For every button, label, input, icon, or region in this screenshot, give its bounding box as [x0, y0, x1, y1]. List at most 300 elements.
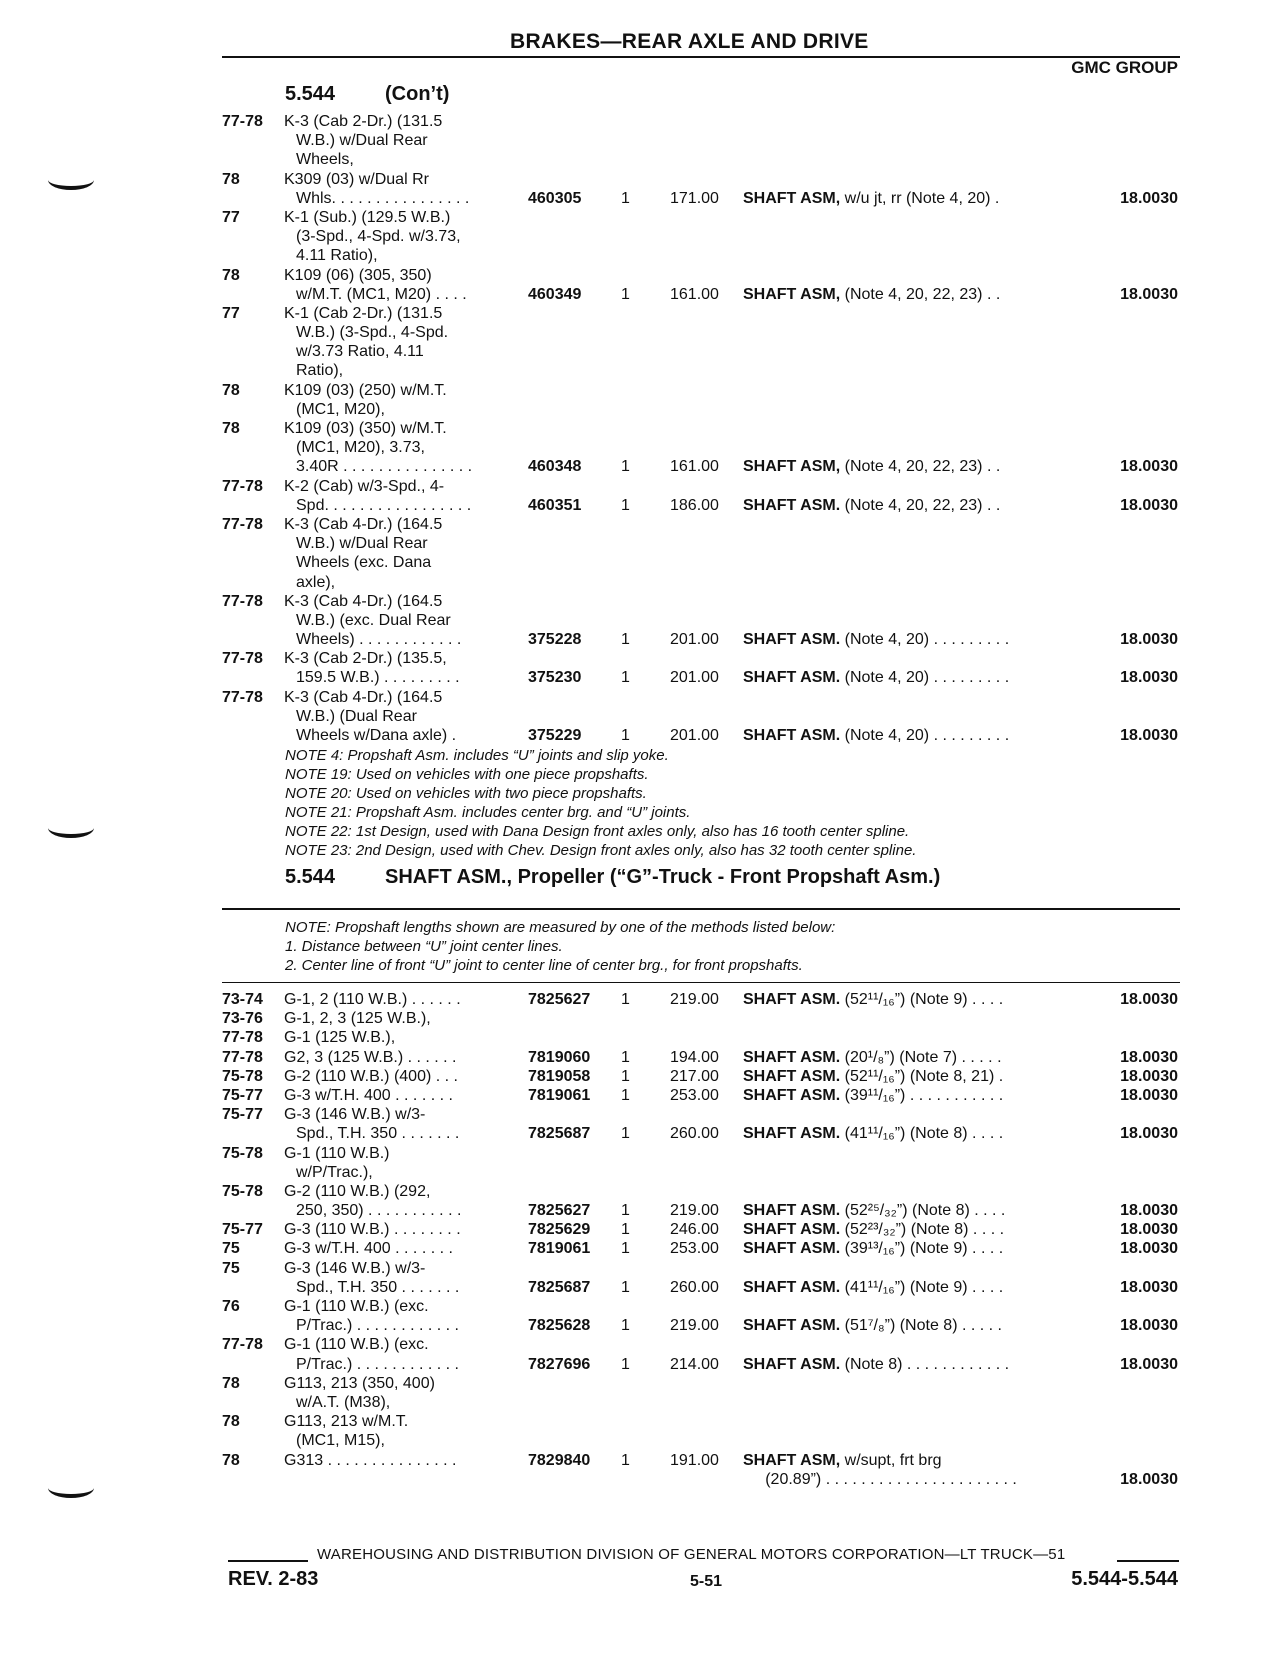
section1-title: (Con’t): [385, 83, 450, 105]
application: K109 (03) (250) w/M.T.: [284, 381, 447, 399]
parts-row: [0, 707, 1285, 726]
quantity: 1: [621, 1086, 630, 1104]
part-description-name: SHAFT ASM.: [743, 1355, 841, 1373]
part-description-name: SHAFT ASM.: [743, 1048, 841, 1066]
part-description-detail: (Note 4, 20) . . . . . . . . .: [840, 669, 1010, 687]
application: w/M.T. (MC1, M20) . . . .: [296, 285, 467, 303]
parts-row: [0, 1335, 1285, 1354]
note-line: NOTE 22: 1st Design, used with Dana Design front axles only, also has 16 tooth center spline.: [285, 823, 910, 840]
model-year: 75-77: [222, 1106, 263, 1124]
application: K309 (03) w/Dual Rr: [284, 170, 429, 188]
price: 260.00: [670, 1125, 719, 1143]
section1-heading: [285, 83, 449, 106]
model-year: 78: [222, 420, 240, 437]
part-description-detail: (Note 4, 20) . . . . . . . . .: [840, 727, 1010, 744]
application: G-3 w/T.H. 400 . . . . . . .: [284, 1086, 453, 1104]
part-description-detail: (Note 4, 20) . . . . . . . . .: [840, 631, 1010, 649]
binder-hole-mark: [48, 818, 94, 838]
model-year: 78: [222, 381, 240, 399]
revision-label: REV. 2-83: [228, 1568, 319, 1590]
model-year: 78: [222, 170, 240, 188]
part-number: 7825628: [528, 1317, 591, 1335]
part-description: [743, 1201, 1005, 1220]
part-description-detail: w/u jt, rr (Note 4, 20) .: [840, 189, 1000, 207]
application: G-1, 2, 3 (125 W.B.),: [284, 1010, 431, 1028]
parts-row: [0, 1144, 1285, 1163]
part-description-name: SHAFT ASM.: [743, 991, 841, 1008]
part-description-name: SHAFT ASM.: [743, 1278, 841, 1296]
quantity: 1: [621, 631, 630, 649]
price: 253.00: [670, 1240, 719, 1258]
application: G313 . . . . . . . . . . . . . . .: [284, 1451, 457, 1469]
parts-row: [0, 112, 1285, 131]
quantity: 1: [621, 1355, 630, 1373]
part-description-detail: (52¹¹/₁₆”) (Note 9) . . . .: [840, 991, 1004, 1008]
part-description-detail: (52²⁵/₃₂”) (Note 8) . . . .: [840, 1202, 1006, 1220]
parts-row: [0, 361, 1285, 380]
part-description-detail: (Note 8) . . . . . . . . . . . .: [840, 1355, 1010, 1373]
note-line: 2. Center line of front “U” joint to center line of center brg., for front propshafts.: [285, 957, 803, 974]
model-year: 77-78: [222, 477, 263, 495]
application: Wheels w/Dana axle) .: [296, 727, 457, 744]
application: G-1 (110 W.B.) (exc.: [284, 1298, 429, 1315]
part-description-name: SHAFT ASM.: [743, 1317, 841, 1335]
section2-notes: [285, 918, 835, 975]
group-number: 18.0030: [1120, 1240, 1178, 1258]
parts-row: [0, 266, 1285, 285]
part-description-detail: (Note 4, 20, 22, 23) . .: [840, 458, 1001, 476]
price: 201.00: [670, 727, 719, 744]
price: 219.00: [670, 991, 719, 1008]
parts-row: [0, 381, 1285, 400]
parts-row: [0, 1355, 1285, 1374]
application: G-1 (125 W.B.),: [284, 1029, 396, 1047]
part-description: [743, 1239, 1003, 1258]
quantity: 1: [621, 458, 630, 476]
section2-title: SHAFT ASM., Propeller (“G”-Truck - Front Propshaft Asm.): [385, 866, 941, 888]
application: G2, 3 (125 W.B.) . . . . . .: [284, 1048, 457, 1066]
application: P/Trac.) . . . . . . . . . . . .: [296, 1317, 459, 1335]
parts-row: [0, 1412, 1285, 1431]
parts-row: [0, 1316, 1285, 1335]
part-description-detail: (39¹³/₁₆”) (Note 9) . . . .: [840, 1240, 1004, 1258]
parts-row: [0, 1028, 1285, 1047]
part-number: 7819061: [528, 1086, 591, 1104]
application: W.B.) (Dual Rear: [296, 707, 417, 725]
application: K-1 (Sub.) (129.5 W.B.): [284, 208, 451, 226]
parts-row: [0, 496, 1285, 515]
part-number: 7825627: [528, 1202, 591, 1220]
application: Wheels,: [296, 151, 354, 169]
application: w/P/Trac.),: [296, 1163, 373, 1181]
part-description: [743, 1086, 1003, 1105]
group-number: 18.0030: [1120, 458, 1178, 476]
section2-number: 5.544: [285, 866, 336, 888]
part-description: [743, 726, 1009, 745]
quantity: 1: [621, 189, 630, 207]
model-year: 77-78: [222, 113, 263, 130]
parts-row: [0, 726, 1285, 745]
part-description-detail: (52¹¹/₁₆”) (Note 8, 21) .: [840, 1067, 1004, 1085]
section1-notes: [285, 746, 916, 860]
model-year: 77-78: [222, 688, 263, 706]
parts-row: [0, 515, 1285, 534]
part-description-detail: (52²³/₃₂”) (Note 8) . . . .: [840, 1221, 1005, 1239]
parts-row: [0, 227, 1285, 246]
part-description: [743, 1316, 1002, 1335]
parts-row: [0, 189, 1285, 208]
part-description: [743, 990, 1003, 1009]
part-description: [743, 1067, 1003, 1086]
application: K-3 (Cab 4-Dr.) (164.5: [284, 515, 443, 533]
part-description-detail: (51⁷/₈”) (Note 8) . . . . .: [840, 1317, 1002, 1335]
application: G-1 (110 W.B.) (exc.: [284, 1336, 429, 1354]
price: 260.00: [670, 1278, 719, 1296]
price: 217.00: [670, 1067, 719, 1085]
model-year: 75-78: [222, 1182, 263, 1200]
application: axle),: [296, 573, 336, 591]
quantity: 1: [621, 1221, 630, 1239]
application: Spd., T.H. 350 . . . . . . .: [296, 1278, 460, 1296]
model-year: 75-78: [222, 1144, 263, 1162]
section2-rule-top: [222, 908, 1180, 910]
note-line: NOTE 4: Propshaft Asm. includes “U” joints and slip yoke.: [285, 747, 669, 764]
application: W.B.) w/Dual Rear: [296, 132, 428, 150]
part-description: [743, 1220, 1004, 1239]
model-year: 73-76: [222, 1010, 263, 1028]
group-number: 18.0030: [1120, 1221, 1178, 1239]
application: Whls. . . . . . . . . . . . . . . .: [296, 189, 470, 207]
part-number: 7819061: [528, 1240, 591, 1258]
quantity: 1: [621, 1451, 630, 1469]
group-number: 18.0030: [1120, 1278, 1178, 1296]
model-year: 77-78: [222, 1336, 263, 1354]
application: Spd., T.H. 350 . . . . . . .: [296, 1125, 460, 1143]
parts-row: [0, 246, 1285, 265]
group-number: 18.0030: [1120, 1048, 1178, 1066]
part-description-name: SHAFT ASM.: [743, 669, 841, 687]
part-description-name: SHAFT ASM.: [743, 496, 841, 514]
note-line: 1. Distance between “U” joint center lines.: [285, 938, 563, 955]
part-description-name: SHAFT ASM.: [743, 1221, 841, 1239]
parts-row: [0, 1086, 1285, 1105]
quantity: 1: [621, 1278, 630, 1296]
model-year: 77-78: [222, 515, 263, 533]
part-description-name: SHAFT ASM.: [743, 1067, 841, 1085]
part-number: 375230: [528, 669, 582, 687]
note-line: NOTE 20: Used on vehicles with two piece propshafts.: [285, 785, 647, 802]
price: 161.00: [670, 458, 719, 476]
price: 219.00: [670, 1317, 719, 1335]
price: 161.00: [670, 285, 719, 303]
parts-row: [0, 1124, 1285, 1143]
parts-row: [0, 1451, 1285, 1470]
section2-heading: [285, 866, 940, 889]
parts-row: [0, 553, 1285, 572]
quantity: 1: [621, 991, 630, 1008]
model-year: 75-78: [222, 1067, 263, 1085]
part-description: [743, 1355, 1009, 1374]
quantity: 1: [621, 727, 630, 744]
application: K109 (03) (350) w/M.T.: [284, 420, 447, 437]
application: Wheels) . . . . . . . . . . . .: [296, 631, 462, 649]
parts-row: [0, 1182, 1285, 1201]
parts-row: [0, 649, 1285, 668]
application: K-3 (Cab 4-Dr.) (164.5: [284, 592, 443, 610]
group-number: 18.0030: [1120, 1355, 1178, 1373]
application: Wheels (exc. Dana: [296, 554, 432, 572]
application: P/Trac.) . . . . . . . . . . . .: [296, 1355, 459, 1373]
footer-rule-left: [228, 1560, 308, 1562]
note-line: NOTE: Propshaft lengths shown are measured by one of the methods listed below:: [285, 919, 836, 936]
application: K-3 (Cab 4-Dr.) (164.5: [284, 688, 443, 706]
group-number: 18.0030: [1120, 1125, 1178, 1143]
application: G113, 213 w/M.T.: [284, 1413, 409, 1431]
page-number: 5-51: [690, 1573, 723, 1590]
application: G-1, 2 (110 W.B.) . . . . . .: [284, 991, 461, 1008]
part-description-name: SHAFT ASM.: [743, 1086, 841, 1104]
price: 191.00: [670, 1451, 719, 1469]
part-description-name: SHAFT ASM.: [743, 1125, 841, 1143]
parts-row: [0, 150, 1285, 169]
application: (MC1, M20), 3.73,: [296, 439, 425, 457]
application: Ratio),: [296, 362, 344, 380]
parts-row: [0, 1201, 1285, 1220]
application: 159.5 W.B.) . . . . . . . . .: [296, 669, 460, 687]
parts-row: [0, 131, 1285, 150]
parts-row: [0, 1393, 1285, 1412]
application: w/3.73 Ratio, 4.11: [296, 343, 424, 361]
model-year: 73-74: [222, 991, 263, 1008]
parts-row: [0, 1259, 1285, 1278]
part-description-name: SHAFT ASM,: [743, 285, 841, 303]
model-year: 77-78: [222, 1048, 263, 1066]
parts-row: [0, 170, 1285, 189]
group-number: 18.0030: [1120, 631, 1178, 649]
section2-rule-bottom: [222, 982, 1180, 983]
price: 201.00: [670, 669, 719, 687]
group-number: 18.0030: [1120, 285, 1178, 303]
application: W.B.) (3-Spd., 4-Spd.: [296, 324, 449, 342]
part-description-name: SHAFT ASM,: [743, 189, 841, 207]
part-description-name: SHAFT ASM.: [743, 631, 841, 649]
part-number: 460349: [528, 285, 582, 303]
footer-rule-right: [1117, 1560, 1179, 1562]
model-year: 77-78: [222, 1029, 263, 1047]
part-description-name: SHAFT ASM,: [743, 1451, 841, 1469]
application: G113, 213 (350, 400): [284, 1374, 435, 1392]
part-description: [743, 1124, 1003, 1143]
part-description: [743, 285, 1000, 304]
price: 246.00: [670, 1221, 719, 1239]
group-number: 18.0030: [1120, 1202, 1178, 1220]
parts-row: [0, 304, 1285, 323]
price: 219.00: [670, 1202, 719, 1220]
application: 250, 350) . . . . . . . . . . .: [296, 1202, 462, 1220]
application: W.B.) (exc. Dual Rear: [296, 611, 451, 629]
part-description-name: SHAFT ASM.: [743, 727, 841, 744]
price: 201.00: [670, 631, 719, 649]
price: 186.00: [670, 496, 719, 514]
model-year: 77-78: [222, 592, 263, 610]
parts-row: [0, 1470, 1285, 1489]
quantity: 1: [621, 1067, 630, 1085]
group-number: 18.0030: [1120, 1317, 1178, 1335]
group-number: 18.0030: [1120, 189, 1178, 207]
group-number: 18.0030: [1120, 991, 1178, 1008]
parts-row: [0, 1431, 1285, 1450]
part-description-name: SHAFT ASM.: [743, 1240, 841, 1258]
application: K-3 (Cab 2-Dr.) (131.5: [284, 113, 443, 130]
parts-row: [0, 438, 1285, 457]
part-description-detail: (41¹¹/₁₆”) (Note 8) . . . .: [840, 1125, 1004, 1143]
parts-row: [0, 688, 1285, 707]
parts-row: [0, 1048, 1285, 1067]
model-year: 75: [222, 1259, 240, 1277]
section1-number: 5.544: [285, 83, 336, 105]
group-number: 18.0030: [1120, 1470, 1178, 1488]
part-description: [743, 1278, 1003, 1297]
application: G-3 (146 W.B.) w/3-: [284, 1259, 426, 1277]
group-number: 18.0030: [1120, 727, 1178, 744]
application: G-2 (110 W.B.) (292,: [284, 1182, 431, 1200]
application: K109 (06) (305, 350): [284, 266, 432, 284]
note-line: NOTE 19: Used on vehicles with one piece propshafts.: [285, 766, 649, 783]
application: (MC1, M20),: [296, 400, 385, 418]
parts-row: [0, 630, 1285, 649]
part-description-detail: (39¹¹/₁₆”) . . . . . . . . . . .: [840, 1086, 1004, 1104]
parts-row: [0, 534, 1285, 553]
parts-row: [0, 208, 1285, 227]
model-year: 75-77: [222, 1221, 263, 1239]
quantity: 1: [621, 1125, 630, 1143]
quantity: 1: [621, 1202, 630, 1220]
model-year: 78: [222, 266, 240, 284]
group-number: 18.0030: [1120, 496, 1178, 514]
parts-row: [0, 457, 1285, 476]
parts-row: [0, 1239, 1285, 1258]
parts-row: [0, 668, 1285, 687]
note-line: NOTE 23: 2nd Design, used with Chev. Design front axles only, also has 32 tooth center spline.: [285, 842, 917, 859]
parts-row: [0, 1067, 1285, 1086]
group-number: 18.0030: [1120, 1086, 1178, 1104]
part-number: 7819058: [528, 1067, 591, 1085]
application: G-3 w/T.H. 400 . . . . . . .: [284, 1240, 453, 1258]
parts-row: [0, 400, 1285, 419]
quantity: 1: [621, 496, 630, 514]
page-header-title: BRAKES—REAR AXLE AND DRIVE: [510, 30, 869, 53]
part-number: 7825687: [528, 1125, 591, 1143]
section1-parts-list: [0, 112, 1285, 745]
part-description: [743, 1451, 942, 1470]
part-description-detail: (20.89”) . . . . . . . . . . . . . . . . . . . . . .: [743, 1470, 1017, 1488]
application: G-3 (110 W.B.) . . . . . . . .: [284, 1221, 461, 1239]
part-number: 460348: [528, 458, 582, 476]
part-description-detail: (41¹¹/₁₆”) (Note 9) . . . .: [840, 1278, 1004, 1296]
price: 171.00: [670, 189, 719, 207]
application: K-3 (Cab 2-Dr.) (135.5,: [284, 650, 447, 668]
parts-row: [0, 1278, 1285, 1297]
application: (MC1, M15),: [296, 1432, 385, 1450]
part-description-detail: (Note 4, 20, 22, 23) . .: [840, 496, 1001, 514]
model-year: 75-77: [222, 1086, 263, 1104]
part-number: 375228: [528, 631, 582, 649]
parts-row: [0, 1105, 1285, 1124]
part-number: 460305: [528, 189, 582, 207]
model-year: 78: [222, 1374, 240, 1392]
part-description: [743, 668, 1009, 687]
parts-row: [0, 285, 1285, 304]
parts-row: [0, 990, 1285, 1009]
quantity: 1: [621, 1317, 630, 1335]
model-year: 78: [222, 1413, 240, 1431]
parts-row: [0, 592, 1285, 611]
price: 194.00: [670, 1048, 719, 1066]
application: 4.11 Ratio),: [296, 247, 378, 265]
application: w/A.T. (M38),: [296, 1393, 391, 1411]
model-year: 77: [222, 304, 240, 322]
parts-row: [0, 1009, 1285, 1028]
part-number: 7819060: [528, 1048, 591, 1066]
application: G-1 (110 W.B.): [284, 1144, 390, 1162]
quantity: 1: [621, 285, 630, 303]
quantity: 1: [621, 1048, 630, 1066]
model-year: 78: [222, 1451, 240, 1469]
part-number: 7825627: [528, 991, 591, 1008]
part-number: 7827696: [528, 1355, 591, 1373]
section2-parts-list: [0, 990, 1285, 1489]
header-rule: [222, 56, 1180, 58]
application: K-1 (Cab 2-Dr.) (131.5: [284, 304, 443, 322]
parts-row: [0, 419, 1285, 438]
parts-row: [0, 1220, 1285, 1239]
model-year: 76: [222, 1298, 240, 1315]
part-number: 7825629: [528, 1221, 591, 1239]
price: 253.00: [670, 1086, 719, 1104]
group-label: GMC GROUP: [1071, 58, 1178, 77]
part-number: 375229: [528, 727, 582, 744]
model-year: 77: [222, 208, 240, 226]
part-description-detail: (Note 4, 20, 22, 23) . .: [840, 285, 1001, 303]
application: G-2 (110 W.B.) (400) . . .: [284, 1067, 458, 1085]
part-description: [743, 496, 1000, 515]
part-description: [743, 1048, 1002, 1067]
part-number: 7829840: [528, 1451, 591, 1469]
model-year: 77-78: [222, 650, 263, 668]
parts-row: [0, 477, 1285, 496]
application: (3-Spd., 4-Spd. w/3.73,: [296, 228, 461, 246]
part-number: 7825687: [528, 1278, 591, 1296]
model-year: 75: [222, 1240, 240, 1258]
parts-row: [0, 1374, 1285, 1393]
parts-row: [0, 1297, 1285, 1316]
part-description: [743, 1470, 1017, 1489]
section-range: 5.544-5.544: [1071, 1568, 1178, 1590]
group-number: 18.0030: [1120, 669, 1178, 687]
quantity: 1: [621, 669, 630, 687]
price: 214.00: [670, 1355, 719, 1373]
application: 3.40R . . . . . . . . . . . . . . .: [296, 458, 473, 476]
parts-row: [0, 573, 1285, 592]
group-number: 18.0030: [1120, 1067, 1178, 1085]
quantity: 1: [621, 1240, 630, 1258]
parts-row: [0, 611, 1285, 630]
part-description: [743, 457, 1000, 476]
part-description: [743, 189, 999, 208]
parts-row: [0, 323, 1285, 342]
part-number: 460351: [528, 496, 582, 514]
part-description-detail: w/supt, frt brg: [840, 1451, 942, 1469]
